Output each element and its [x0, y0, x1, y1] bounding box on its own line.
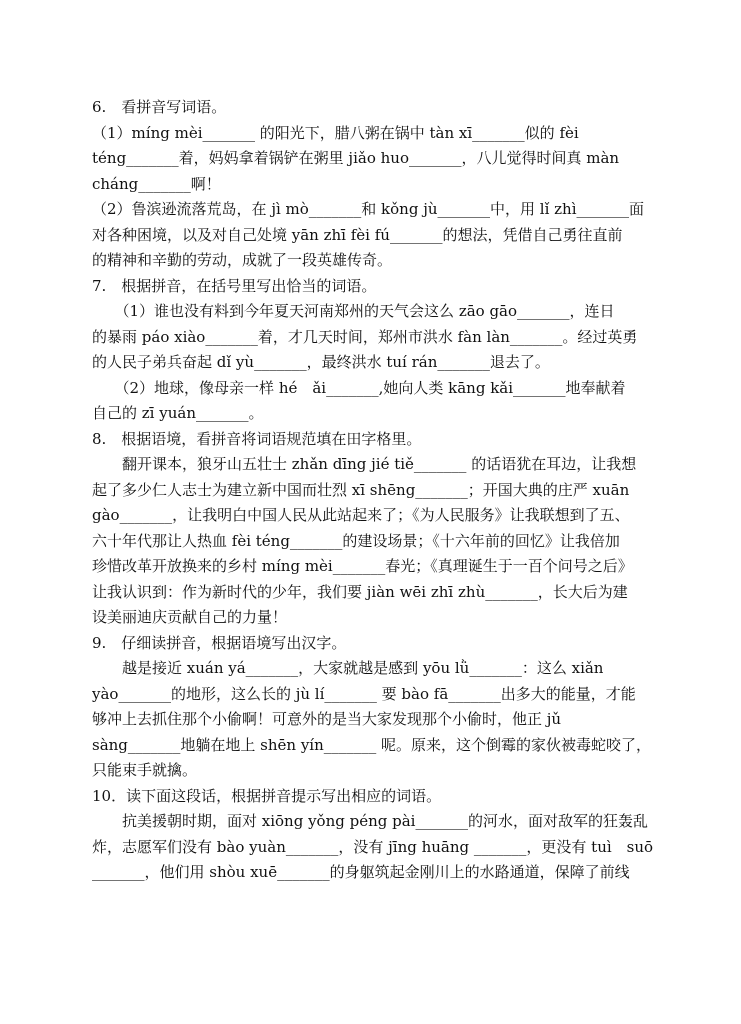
- worksheet-content: [92, 95, 660, 886]
- text-line: téng_______着，妈妈拿着锅铲在粥里 jiǎo huo_______，八儿觉得时间真 màn: [92, 149, 620, 167]
- text-line: 6. 看拼音写词语。: [92, 98, 227, 116]
- text-line: 抗美援朝时期，面对 xiōng yǒng péng pài_______的河水，面对敌军的狂轰乱: [92, 812, 648, 830]
- text-line: （1）míng mèi_______ 的阳光下，腊八粥在锅中 tàn xī_______似的 fèi: [92, 123, 579, 142]
- text-line: （2）地球，像母亲一样 hé ǎi_______,她向人类 kāng kǎi_______地奉献着: [92, 378, 626, 397]
- text-line: 的暴雨 páo xiào_______着，才几天时间，郑州市洪水 fàn làn_______。经过英勇: [92, 327, 638, 346]
- text-line: 的精神和辛勤的劳动，成就了一段英雄传奇。: [92, 251, 393, 269]
- text-line: 只能束手就擒。: [92, 761, 198, 779]
- text-line: 让我认识到：作为新时代的少年，我们要 jiàn wēi zhī zhù_______，长大后为建: [92, 582, 628, 601]
- text-line: 8. 根据语境，看拼音将词语规范填在田字格里。: [92, 429, 422, 448]
- text-line: cháng_______啊！: [92, 174, 221, 193]
- text-line: 炸，志愿军们没有 bào yuàn_______，没有 jīng huāng _______，更没有 tuì suō: [92, 837, 654, 856]
- text-line: 自己的 zī yuán_______。: [92, 404, 264, 422]
- text-line: （2）鲁滨逊流落荒岛，在 jì mò_______和 kǒng jù_______中，用 lǐ zhì_______面: [92, 200, 645, 218]
- text-line: yào_______的地形，这么长的 jù lí_______ 要 bào fā_______出多大的能量，才能: [92, 684, 636, 703]
- text-line: 翻开课本，狼牙山五壮士 zhǎn dīng jié tiě_______ 的话语犹在耳边，让我想: [92, 455, 637, 473]
- text-line: sàng_______地躺在地上 shēn yín_______ 呢。原来，这个倒霉的家伙被毒蛇咬了，: [92, 735, 652, 754]
- text-line: 珍惜改革开放换来的乡村 míng mèi_______春光；《真理诞生于一百个问号之后》: [92, 557, 633, 575]
- text-line: 起了多少仁人志士为建立新中国而壮烈 xī shēng_______；开国大典的庄严 xuān: [92, 480, 630, 499]
- text-line: 对各种困境，以及对自己处境 yān zhī fèi fú_______的想法，凭借自己勇往直前: [92, 225, 623, 244]
- text-line: 9. 仔细读拼音，根据语境写出汉字。: [92, 633, 347, 652]
- text-line: _______，他们用 shòu xuē_______的身躯筑起金刚川上的水路通道，保障了前线: [92, 863, 630, 881]
- text-line: 7. 根据拼音，在括号里写出恰当的词语。: [92, 276, 377, 295]
- text-line: 六十年代那让人热血 fèi téng_______的建设场景；《十六年前的回忆》让我倍加: [92, 531, 620, 550]
- text-line: （1）谁也没有料到今年夏天河南郑州的天气会这么 zāo gāo_______，连日: [92, 302, 615, 320]
- text-line: 够冲上去抓住那个小偷啊！可意外的是当大家发现那个小偷时，他正 jǔ: [92, 710, 562, 728]
- text-line: 的人民子弟兵奋起 dǐ yù_______，最终洪水 tuí rán_______退去了。: [92, 353, 550, 371]
- text-line: gào_______，让我明白中国人民从此站起来了；《为人民服务》让我联想到了五、: [92, 506, 630, 524]
- text-line: 10．读下面这段话，根据拼音提示写出相应的词语。: [92, 786, 442, 805]
- text-line: 设美丽迪庆贡献自己的力量！: [92, 608, 288, 626]
- text-line: 越是接近 xuán yá_______，大家就越是感到 yōu lǜ_______：这么 xiǎn: [92, 659, 604, 677]
